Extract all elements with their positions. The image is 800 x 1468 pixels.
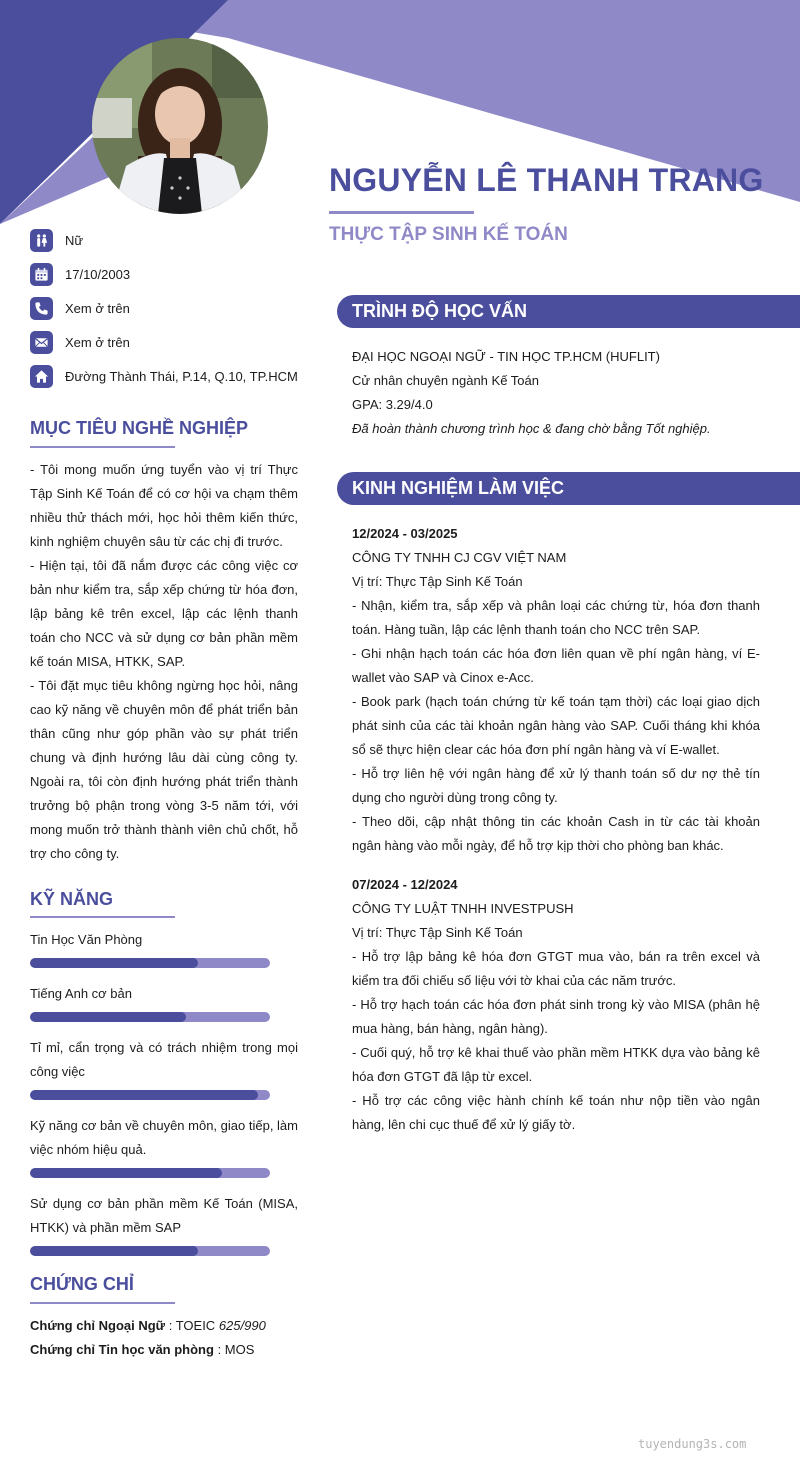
contact-list: [30, 223, 310, 393]
skill-label: Tin Học Văn Phòng: [30, 932, 143, 947]
contact-text: Xem ở trên: [65, 334, 130, 350]
watermark: tuyendung3s.com: [638, 1437, 747, 1451]
experience-duty: - Hỗ trợ các công việc hành chính kế toán như nộp tiền vào ngân hàng, lên chi cục thuế để xử lý giấy tờ.: [352, 1093, 760, 1132]
experience-company: CÔNG TY LUẬT TNHH INVESTPUSH: [352, 901, 574, 916]
certificate-separator: : TOEIC: [165, 1318, 219, 1333]
contact-text: Nữ: [65, 232, 84, 248]
objective-heading: MỤC TIÊU NGHỀ NGHIỆP: [30, 418, 249, 438]
skill-bar: [30, 1168, 270, 1178]
contact-text: Đường Thành Thái, P.14, Q.10, TP.HCM: [65, 368, 298, 384]
skills-heading: KỸ NĂNG: [30, 889, 114, 909]
contact-phone: [30, 291, 310, 325]
contact-gender: [30, 223, 310, 257]
experience-duty: - Cuối quý, hỗ trợ kê khai thuế vào phần mềm HTKK dựa vào bảng kê hóa đơn GTGT đã lập từ excel.: [352, 1045, 760, 1084]
skill-label: Sử dụng cơ bản phần mềm Kế Toán (MISA, HTKK) và phần mềm SAP: [30, 1196, 298, 1235]
skill-bar: [30, 1246, 270, 1256]
contact-email: [30, 325, 310, 359]
skill-item: [30, 1036, 298, 1100]
skills-heading-underline: [30, 916, 175, 918]
education-degree: Cử nhân chuyên ngành Kế Toán: [352, 373, 539, 388]
certificate-label: Chứng chỉ Tin học văn phòng: [30, 1342, 214, 1357]
certificates-heading: CHỨNG CHỈ: [30, 1274, 134, 1294]
home-icon: [30, 365, 53, 388]
education-section: [352, 345, 762, 441]
skill-label: Tiếng Anh cơ bản: [30, 986, 133, 1001]
certificate-separator: : MOS: [213, 1342, 255, 1357]
experience-duty: - Hỗ trợ hạch toán các hóa đơn phát sinh trong kỳ vào MISA (phân hệ mua hàng, bán hàng, ngân hàng).: [352, 997, 760, 1036]
skill-bar-fill: [30, 1012, 186, 1022]
contact-birthday: [30, 257, 310, 291]
skill-bar-fill: [30, 1168, 222, 1178]
certificate-item: [30, 1314, 310, 1338]
certificates-heading-underline: [30, 1302, 175, 1304]
candidate-name: NGUYỄN LÊ THANH TRANG: [329, 162, 764, 198]
contact-address: [30, 359, 310, 393]
experience-duty: - Hỗ trợ lập bảng kê hóa đơn GTGT mua vào, bán ra trên excel và kiểm tra đối chiếu số liệu với tờ khai của các năm trước.: [352, 949, 760, 988]
contact-text: 17/10/2003: [65, 266, 131, 282]
experience-entry: [352, 873, 760, 1137]
certificate-label: Chứng chỉ Ngoại Ngữ: [30, 1318, 166, 1333]
experience-heading: KINH NGHIỆM LÀM VIỆC: [337, 472, 800, 505]
education-gpa: GPA: 3.29/4.0: [352, 397, 433, 412]
experience-position: Vị trí: Thực Tập Sinh Kế Toán: [352, 574, 523, 589]
skill-bar-fill: [30, 1090, 258, 1100]
experience-period: 12/2024 - 03/2025: [352, 526, 458, 541]
skill-item: [30, 982, 298, 1022]
certificate-item: [30, 1338, 310, 1362]
objective-paragraph: - Tôi mong muốn ứng tuyển vào vị trí Thực Tập Sinh Kế Toán để có cơ hội va chạm thêm nhiều thử thách mới, học hỏi thêm kiến thức, kinh nghiệm chuyên sâu từ các chị đi trước.: [30, 462, 298, 549]
certificates-list: [30, 1314, 310, 1362]
skill-bar: [30, 1012, 270, 1022]
education-heading: TRÌNH ĐỘ HỌC VẤN: [337, 295, 800, 328]
experience-entry: [352, 522, 760, 858]
experience-duty: - Hỗ trợ liên hệ với ngân hàng để xử lý thanh toán số dư nợ thẻ tín dụng cho người dùng trong công ty.: [352, 766, 760, 805]
skill-bar: [30, 958, 270, 968]
skill-bar: [30, 1090, 270, 1100]
experience-position: Vị trí: Thực Tập Sinh Kế Toán: [352, 925, 523, 940]
education-note: Đã hoàn thành chương trình học & đang chờ bằng Tốt nghiệp.: [352, 421, 711, 436]
objective-paragraph: - Tôi đặt mục tiêu không ngừng học hỏi, nâng cao kỹ năng về chuyên môn để phát triển bản thân cũng như góp phần vào sự phát triển chung và định hướng lâu dài cùng công ty. Ngoài ra, tôi còn định hướng phát triển thành trưởng bộ phận trong vòng 3-5 năm tới, với mong muốn trở thành thành viên chủ chốt, hỗ trợ cho công ty.: [30, 678, 298, 861]
job-title: THỰC TẬP SINH KẾ TOÁN: [329, 224, 568, 245]
objective-paragraph: - Hiện tại, tôi đã nắm được các công việc cơ bản như kiểm tra, sắp xếp chứng từ hóa đơn, lập bảng kê trên excel, lập các lệnh thanh toán cho NCC và sử dụng cơ bản phần mềm kế toán MISA, HTKK, SAP.: [30, 558, 298, 669]
calendar-icon: [30, 263, 53, 286]
skill-item: [30, 1192, 298, 1256]
name-underline: [329, 211, 474, 214]
skill-item: [30, 928, 298, 968]
objective-text: [30, 458, 298, 866]
skill-label: Kỹ năng cơ bản về chuyên môn, giao tiếp, làm việc nhóm hiệu quả.: [30, 1118, 298, 1157]
email-icon: [30, 331, 53, 354]
phone-icon: [30, 297, 53, 320]
experience-period: 07/2024 - 12/2024: [352, 877, 458, 892]
skills-list: [30, 928, 298, 1270]
profile-photo: [92, 38, 268, 214]
experience-company: CÔNG TY TNHH CJ CGV VIỆT NAM: [352, 550, 567, 565]
skill-bar-fill: [30, 958, 198, 968]
objective-heading-underline: [30, 446, 175, 448]
education-school: ĐẠI HỌC NGOẠI NGỮ - TIN HỌC TP.HCM (HUFLIT): [352, 349, 660, 364]
skill-label: Tỉ mỉ, cẩn trọng và có trách nhiệm trong mọi công việc: [30, 1040, 298, 1079]
experience-duty: - Ghi nhận hạch toán các hóa đơn liên quan về phí ngân hàng, ví E-wallet vào SAP và Cinox e-Acc.: [352, 646, 760, 685]
skill-bar-fill: [30, 1246, 198, 1256]
experience-duty: - Book park (hạch toán chứng từ kế toán tạm thời) các loại giao dịch phát sinh của các tài khoản ngân hàng vào SAP. Cuối tháng khi khóa sổ sẽ thực hiện clear các hóa đơn phí ngân hàng và ví E-wallet.: [352, 694, 760, 757]
certificate-value: 625/990: [218, 1318, 266, 1333]
contact-text: Xem ở trên: [65, 300, 130, 316]
gender-icon: [30, 229, 53, 252]
skill-item: [30, 1114, 298, 1178]
experience-duty: - Nhận, kiểm tra, sắp xếp và phân loại các chứng từ, hóa đơn thanh toán. Hàng tuần, lập các lệnh thanh toán cho NCC trên SAP.: [352, 598, 760, 637]
experience-duty: - Theo dõi, cập nhật thông tin các khoản Cash in từ các tài khoản ngân hàng vào mỗi ngày, để hỗ trợ kịp thời cho phòng ban khác.: [352, 814, 760, 853]
